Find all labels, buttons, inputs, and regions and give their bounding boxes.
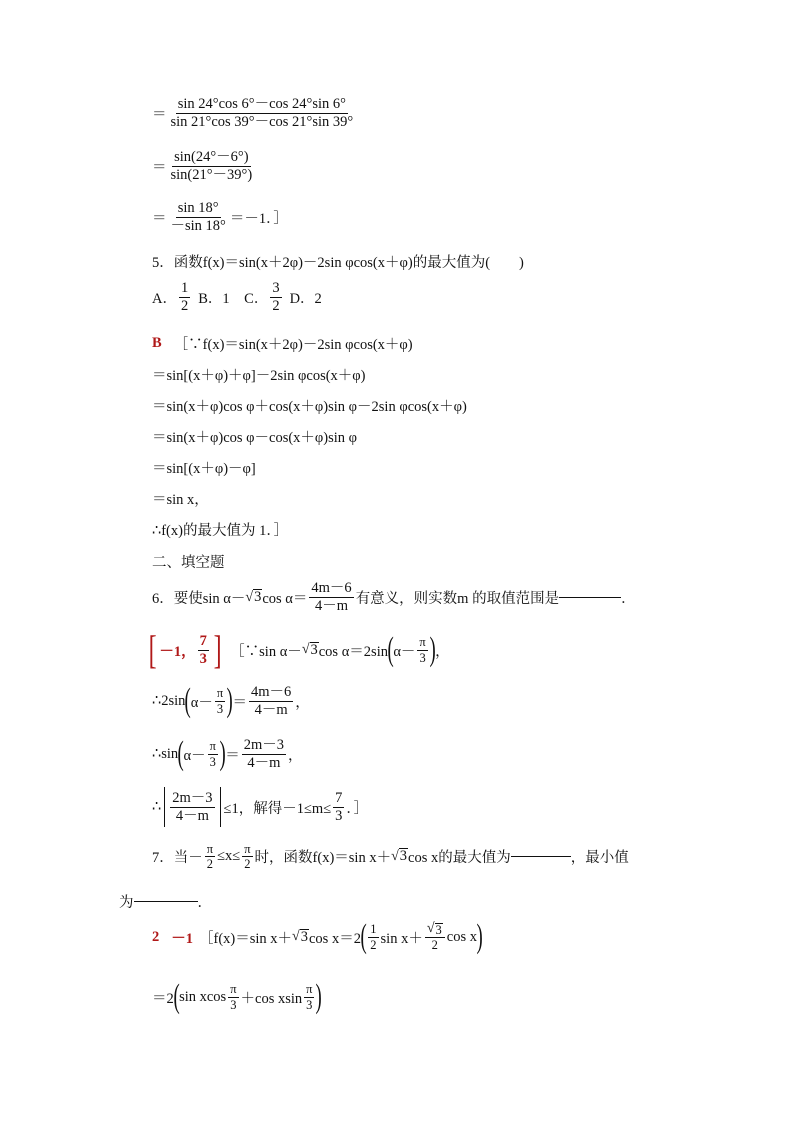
question-7: 7．当－ $\frac{\pi}{2}$ ≤x≤ $\frac{\pi}{2}$ 时，函数f(x)＝sin x＋ √ 3 cos x的最大值为 ，最小值 xyxy=(152,842,629,872)
p4-line-3: ＝ $\frac{\sin 18^\circ}{-\sin 18^\circ}$ ＝－1．］ xyxy=(152,200,288,234)
q7-solution-2: ＝2 ( sin xcos $\frac{\pi}{3}$ ＋cos xsin $\frac{\pi}{3}$ ) xyxy=(152,978,323,1015)
fraction: $\frac{\pi}{3}$ xyxy=(419,635,426,665)
fraction: $\frac{4m-6}{4-m}$ xyxy=(250,684,292,718)
answer-blank-min[interactable] xyxy=(134,901,198,902)
question-6: 6．要使sin α－ √ 3 cos α＝ $\frac{4m-6}{4-m}$ 有意义，则实数m 的取值范围是 ． xyxy=(152,580,636,614)
fraction: $\frac{2m-3}{4-m}$ xyxy=(172,789,213,824)
answer-label: B xyxy=(152,335,162,351)
p4-line-2: ＝ $\frac{\sin(24^\circ-6^\circ)}{\sin(21^\circ-39^\circ)}$ xyxy=(152,149,253,183)
sqrt: √ 3 xyxy=(426,921,442,937)
fraction: $\frac{7}{3}$ xyxy=(335,789,343,824)
fraction: $\frac{\pi}{2}$ xyxy=(206,842,214,872)
fraction: $\frac{\pi}{2}$ xyxy=(244,842,251,872)
sqrt: √ 3 xyxy=(292,928,308,945)
answer-fraction: $\frac{7}{3}$ xyxy=(199,632,207,667)
question-7-line-2: 为 ． xyxy=(119,895,212,911)
fraction: $\frac{\pi}{3}$ xyxy=(306,982,313,1012)
answer-blank[interactable] xyxy=(559,597,621,598)
fraction: $\frac{1}{2}$ xyxy=(370,922,377,952)
option-a-fraction: $\frac{1}{2}$ xyxy=(180,280,189,314)
fraction: √ 3 2 xyxy=(425,921,445,952)
q6-solution-1: [ －1， $\frac{7}{3}$ ] ［∵sin α－ √ 3 cos α＝2sin ( α－ $\frac{\pi}{3}$ ) ， xyxy=(148,627,450,672)
q5-solution-5: ＝sin[(x＋φ)－φ] xyxy=(152,461,256,477)
section-heading: 二、填空题 xyxy=(152,555,225,571)
q5-solution-4: ＝sin(x＋φ)cos φ－cos(x＋φ)sin φ xyxy=(152,430,358,446)
q5-solution-1: B ［∵f(x)＝sin(x＋2φ)－2sin φcos(x＋φ) xyxy=(152,335,413,353)
fraction: $\frac{\sin(24^\circ-6^\circ)}{\sin(21^\circ-39^\circ)}$ xyxy=(170,149,253,183)
p4-line-1: ＝ $\frac{\sin 24^\circ\cos 6^\circ-\cos 24^\circ\sin 6^\circ}{\sin 21^\circ\cos 39^\circ-\cos 21^\circ\sin 39^\circ}$ xyxy=(152,96,354,130)
q5-solution-3: ＝sin(x＋φ)cos φ＋cos(x＋φ)sin φ－2sin φcos(x＋φ) xyxy=(152,399,467,415)
fraction: $\frac{\sin 18^\circ}{-\sin 18^\circ}$ xyxy=(170,200,226,234)
sqrt: √ 3 xyxy=(301,641,318,658)
fraction: $\frac{\pi}{3}$ xyxy=(230,982,237,1012)
fraction: $\frac{\pi}{3}$ xyxy=(216,686,224,716)
answer-blank-max[interactable] xyxy=(511,856,571,857)
fraction: $\frac{4m-6}{4-m}$ xyxy=(311,580,352,614)
fraction: $\frac{\pi}{3}$ xyxy=(209,739,216,769)
fraction: $\frac{\sin 24^\circ\cos 6^\circ-\cos 24^\circ\sin 6^\circ}{\sin 21^\circ\cos 39^\circ-\cos 21^\circ\sin 39^\circ}$ xyxy=(170,96,354,130)
fraction: $\frac{2m-3}{4-m}$ xyxy=(243,737,285,771)
q6-solution-2: ∴2sin ( α－ $\frac{\pi}{3}$ ) ＝ $\frac{4m-6}{4-m}$ ， xyxy=(152,682,310,720)
q5-solution-7: ∴f(x)的最大值为 1．］ xyxy=(152,523,289,539)
option-c-fraction: $\frac{3}{2}$ xyxy=(272,280,280,314)
sqrt: √ 3 xyxy=(245,588,262,605)
question-5: 5．函数f(x)＝sin(x＋2φ)－2sin φcos(x＋φ)的最大值为( ) xyxy=(152,255,524,271)
q5-solution-6: ＝sin x， xyxy=(152,492,209,508)
question-5-options: A． $\frac{1}{2}$ B．1 C． $\frac{3}{2}$ D．2 xyxy=(152,280,322,314)
q6-solution-4: ∴ $\frac{2m-3}{4-m}$ ≤1，解得－1≤m≤ $\frac{7}{3}$ ．］ xyxy=(152,787,368,827)
q5-solution-2: ＝sin[(x＋φ)＋φ]－2sin φcos(x＋φ) xyxy=(152,368,366,384)
q7-solution-1: 2 －1 ［f(x)＝sin x＋ √ 3 cos x＝2 ( $\frac{1}{2}$ sin x＋ √ 3 2 cos x ) xyxy=(152,918,483,955)
sqrt: √ 3 xyxy=(391,848,408,865)
q6-solution-3: ∴sin ( α－ $\frac{\pi}{3}$ ) ＝ $\frac{2m-3}{4-m}$ ， xyxy=(152,735,303,773)
